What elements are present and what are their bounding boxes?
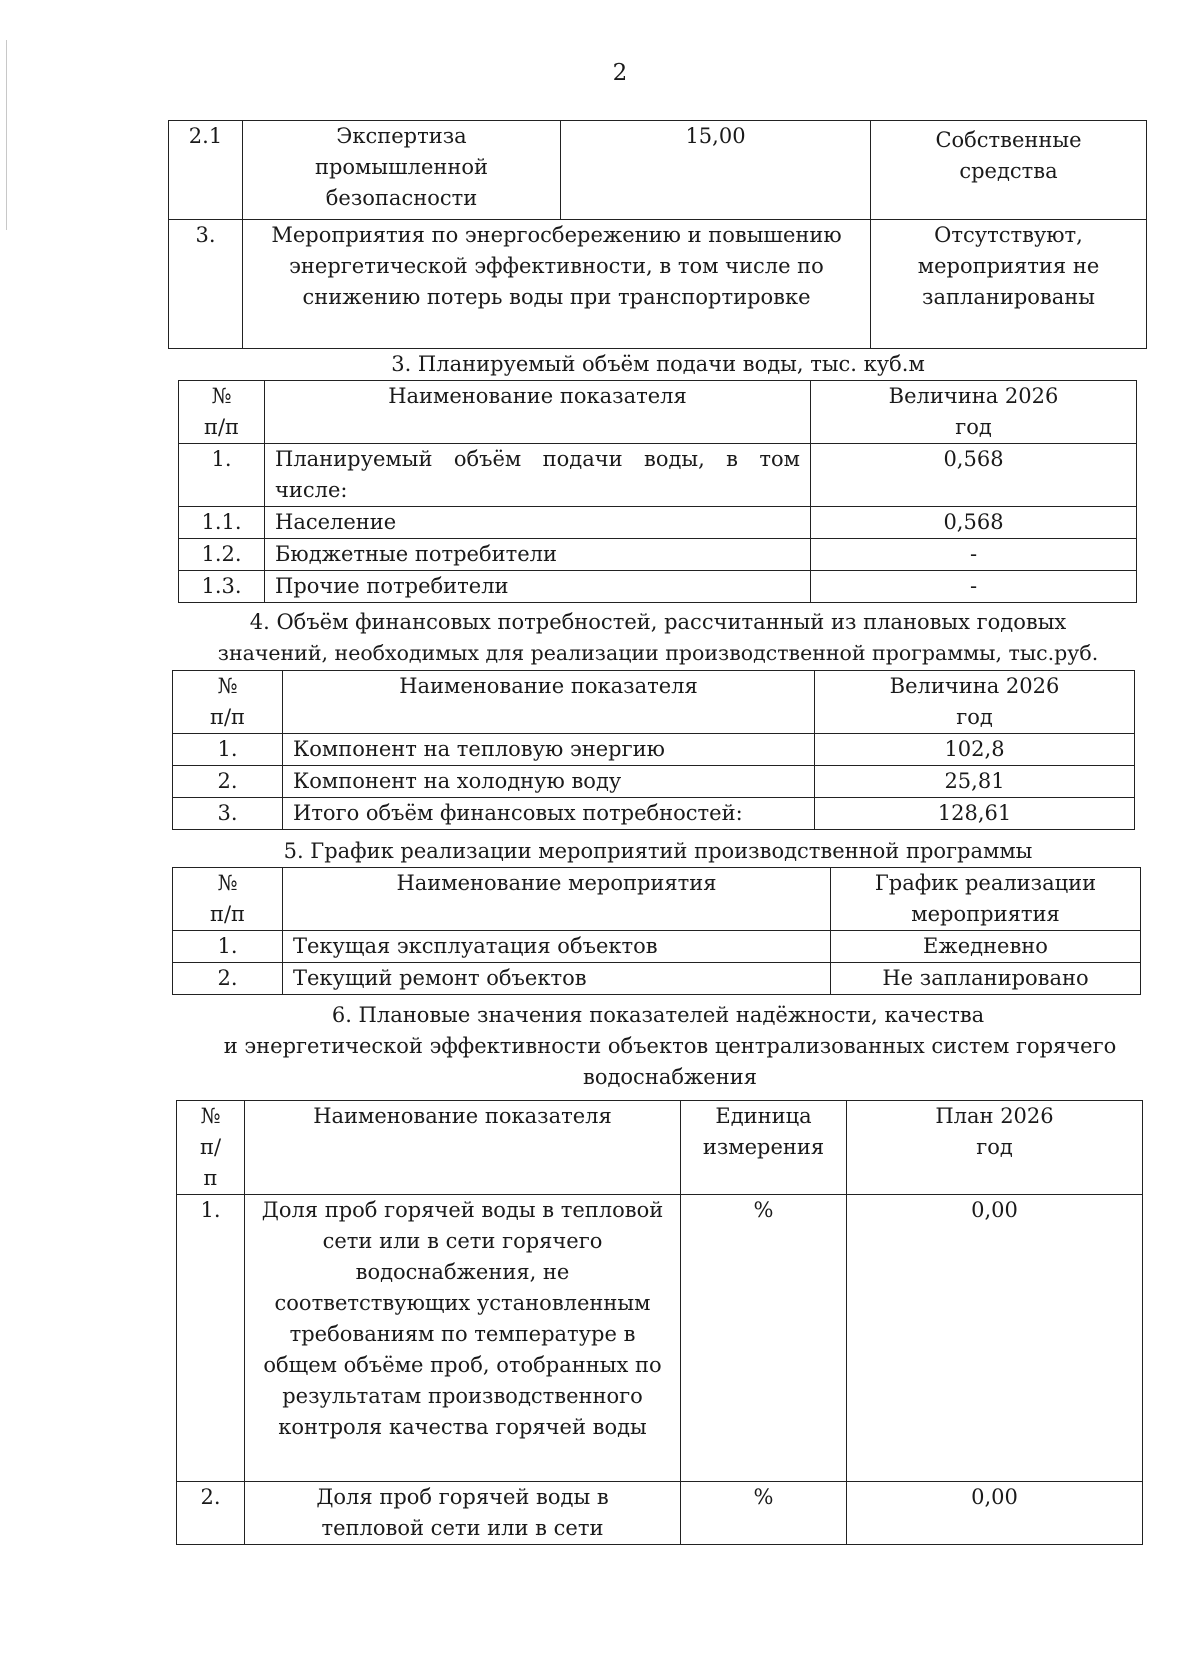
table-row — [173, 931, 1141, 963]
indicator-name: Доля проб горячей воды в тепловой сети или в сети — [245, 1482, 681, 1545]
row-number: 3. — [169, 220, 243, 349]
section-4-title-line-1: 4. Объём финансовых потребностей, рассчитанный из плановых годовых — [249, 610, 1067, 634]
measure-name: Текущий ремонт объектов — [283, 963, 831, 995]
indicator-name: Доля проб горячей воды в тепловой сети или в сети горячего водоснабжения, не соответствующих установленным требованиям по температуре в общем объёме проб, отобранных по результатам производственного контроля качества горячей воды — [245, 1195, 681, 1482]
indicator-name: Итого объём финансовых потребностей: — [283, 798, 815, 830]
header-number: № п/п — [179, 381, 265, 444]
section-6-title-line-2: и энергетической эффективности объектов централизованных систем горячего — [223, 1034, 1117, 1058]
row-number: 1. — [179, 444, 265, 507]
indicator-name: Население — [265, 507, 811, 539]
table-row — [177, 1195, 1143, 1482]
row-number: 1. — [173, 931, 283, 963]
measure-name: Текущая эксплуатация объектов — [283, 931, 831, 963]
table-header-row — [173, 671, 1135, 734]
table-row — [179, 539, 1137, 571]
header-value: Величина 2026 год — [811, 381, 1137, 444]
header-name: Наименование показателя — [245, 1101, 681, 1195]
funding-source: Собственные средства — [871, 121, 1147, 220]
table-row — [173, 963, 1141, 995]
indicator-unit: % — [681, 1482, 847, 1545]
section-4-title-line-2: значений, необходимых для реализации производственной программы, тыс.руб. — [217, 641, 1099, 665]
table-row — [179, 507, 1137, 539]
row-number: 1. — [177, 1195, 245, 1482]
indicator-value: 0,568 — [811, 444, 1137, 507]
measure-name: Экспертиза промышленной безопасности — [243, 121, 561, 220]
row-number: 1.2. — [179, 539, 265, 571]
table-row — [177, 1482, 1143, 1545]
row-number: 1.3. — [179, 571, 265, 603]
indicator-value: 128,61 — [815, 798, 1135, 830]
measure-value: 15,00 — [561, 121, 871, 220]
table-header-row — [173, 868, 1141, 931]
indicator-value: - — [811, 571, 1137, 603]
indicator-value: 25,81 — [815, 766, 1135, 798]
header-number: № п/п — [173, 671, 283, 734]
header-unit: Единица измерения — [681, 1101, 847, 1195]
header-value: Величина 2026 год — [815, 671, 1135, 734]
table-reliability-indicators — [176, 1100, 1143, 1545]
indicator-plan: 0,00 — [847, 1482, 1143, 1545]
indicator-name: Компонент на тепловую энергию — [283, 734, 815, 766]
funding-source: Отсутствуют, мероприятия не запланированы — [871, 220, 1147, 349]
header-name: Наименование показателя — [283, 671, 815, 734]
indicator-value: 0,568 — [811, 507, 1137, 539]
table-row — [173, 766, 1135, 798]
table-financial-needs — [172, 670, 1135, 830]
indicator-value: 102,8 — [815, 734, 1135, 766]
table-water-supply — [178, 380, 1137, 603]
section-6-title-line-1: 6. Плановые значения показателей надёжности, качества — [331, 1003, 985, 1027]
row-number: 2.1 — [169, 121, 243, 220]
schedule-value: Ежедневно — [831, 931, 1141, 963]
header-name: Наименование показателя — [265, 381, 811, 444]
table-measures-continued — [168, 120, 1147, 349]
header-number: № п/п — [177, 1101, 245, 1195]
row-number: 2. — [177, 1482, 245, 1545]
indicator-value: - — [811, 539, 1137, 571]
indicator-name: Планируемый объём подачи воды, в том числе: — [265, 444, 811, 507]
schedule-value: Не запланировано — [831, 963, 1141, 995]
table-row — [173, 798, 1135, 830]
row-number: 2. — [173, 766, 283, 798]
indicator-plan: 0,00 — [847, 1195, 1143, 1482]
indicator-name: Компонент на холодную воду — [283, 766, 815, 798]
header-number: № п/п — [173, 868, 283, 931]
section-5-title: 5. График реализации мероприятий производственной программы — [283, 839, 1033, 863]
header-name: Наименование мероприятия — [283, 868, 831, 931]
table-row — [179, 571, 1137, 603]
table-row — [173, 734, 1135, 766]
table-row — [169, 220, 1147, 349]
row-number: 2. — [173, 963, 283, 995]
section-3-title: 3. Планируемый объём подачи воды, тыс. куб.м — [391, 352, 925, 376]
page-number: 2 — [612, 60, 628, 86]
row-number: 3. — [173, 798, 283, 830]
table-schedule — [172, 867, 1141, 995]
indicator-name: Бюджетные потребители — [265, 539, 811, 571]
indicator-name: Прочие потребители — [265, 571, 811, 603]
measure-name: Мероприятия по энергосбережению и повышению энергетической эффективности, в том числе по снижению потерь воды при транспортировке — [243, 220, 871, 349]
table-row — [179, 444, 1137, 507]
table-header-row — [177, 1101, 1143, 1195]
row-number: 1. — [173, 734, 283, 766]
table-row — [169, 121, 1147, 220]
header-plan: План 2026 год — [847, 1101, 1143, 1195]
indicator-unit: % — [681, 1195, 847, 1482]
section-6-title-line-3: водоснабжения — [583, 1065, 757, 1089]
row-number: 1.1. — [179, 507, 265, 539]
header-schedule: График реализации мероприятия — [831, 868, 1141, 931]
table-header-row — [179, 381, 1137, 444]
